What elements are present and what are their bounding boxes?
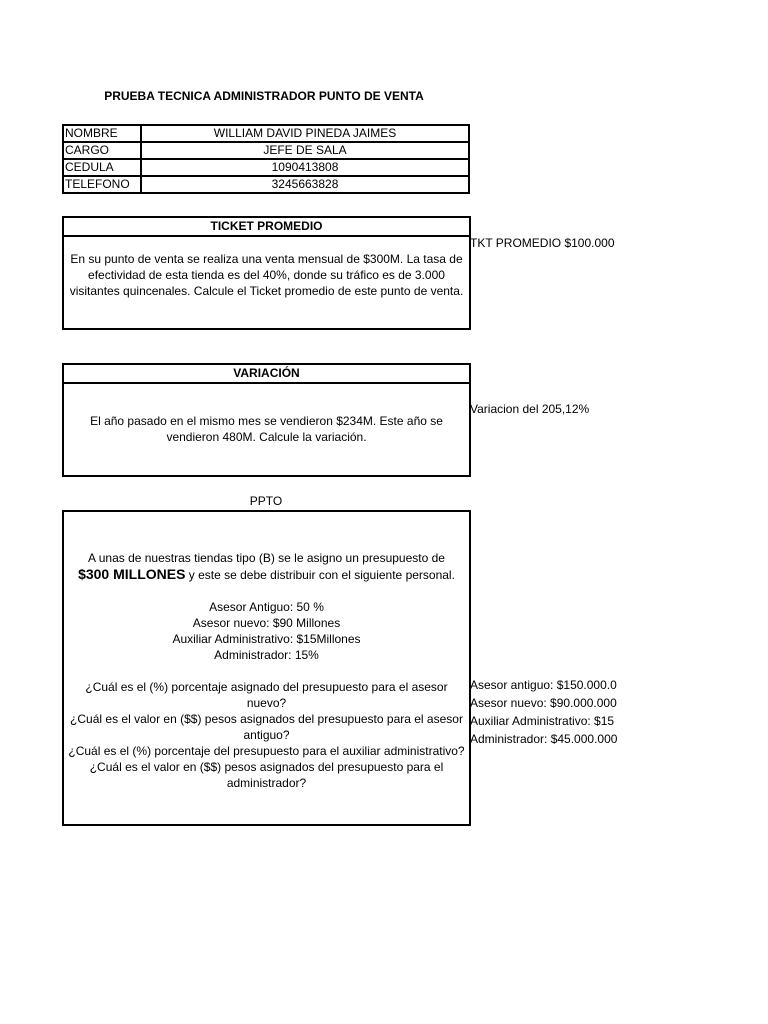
ppto-box (62, 510, 471, 826)
ticket-promedio-text: En su punto de venta se realiza una venta mensual de $300M. La tasa de efectividad de esta tienda es del 40%, donde su tráfico es de 3.000 visitantes quincenales. Calcule el Ticket promedio de este punto de venta. (69, 252, 464, 298)
table-row (63, 159, 469, 176)
info-label-cedula: CEDULA (63, 159, 141, 176)
ppto-answer: Auxiliar Administrativo: $15 (470, 714, 615, 728)
info-table (62, 124, 470, 194)
ppto-question: ¿Cuál es el valor en ($$) pesos asignados del presupuesto para el administrador? (89, 760, 444, 790)
ppto-staff-line: Administrador: 15% (214, 648, 319, 662)
ppto-answer: Asesor antiguo: $150.000.0 (470, 678, 617, 692)
variacion-header: VARIACIÓN (64, 365, 469, 384)
ppto-staff-line: Asesor nuevo: $90 Millones (192, 616, 341, 630)
ppto-answer: Asesor nuevo: $90.000.000 (470, 696, 617, 710)
ppto-answer: Administrador: $45.000.000 (470, 732, 618, 746)
ppto-staff-line: Auxiliar Administrativo: $15Millones (172, 632, 361, 646)
page-title: PRUEBA TECNICA ADMINISTRADOR PUNTO DE VENTA (104, 89, 424, 103)
table-row (63, 176, 469, 193)
info-label-nombre: NOMBRE (63, 125, 141, 142)
ppto-question: ¿Cuál es el (%) porcentaje del presupuesto para el auxiliar administrativo? (68, 744, 465, 758)
ppto-text (64, 512, 469, 791)
variacion-answer: Variacion del 205,12% (470, 402, 590, 416)
info-label-telefono: TELEFONO (63, 176, 141, 193)
ticket-promedio-answer: TKT PROMEDIO $100.000 (470, 236, 615, 250)
ppto-intro-text: A unas de nuestras tiendas tipo (B) se le asigno un presupuesto de (88, 551, 445, 565)
ppto-intro-rest: y este se debe distribuir con el siguiente personal. (185, 568, 455, 582)
info-label-cargo: CARGO (63, 142, 141, 159)
ppto-intro (68, 550, 465, 583)
info-value-cargo: JEFE DE SALA (141, 142, 469, 159)
table-row (63, 125, 469, 142)
variacion-text: El año pasado en el mismo mes se vendieron $234M. Este año se vendieron 480M. Calcule la variación. (90, 414, 443, 444)
ticket-promedio-header: TICKET PROMEDIO (64, 218, 469, 237)
ppto-question: ¿Cuál es el (%) porcentaje asignado del presupuesto para el asesor nuevo? (85, 680, 448, 710)
info-value-nombre: WILLIAM DAVID PINEDA JAIMES (141, 125, 469, 142)
table-row (63, 142, 469, 159)
info-value-cedula: 1090413808 (141, 159, 469, 176)
ticket-promedio-box (62, 216, 471, 330)
ppto-amount: $300 MILLONES (78, 566, 186, 582)
ppto-label: PPTO (249, 494, 283, 508)
info-value-telefono: 3245663828 (141, 176, 469, 193)
ppto-question: ¿Cuál es el valor en ($$) pesos asignados del presupuesto para el asesor antiguo? (70, 712, 463, 742)
ppto-staff-line: Asesor Antiguo: 50 % (209, 600, 324, 614)
variacion-box (62, 363, 471, 477)
